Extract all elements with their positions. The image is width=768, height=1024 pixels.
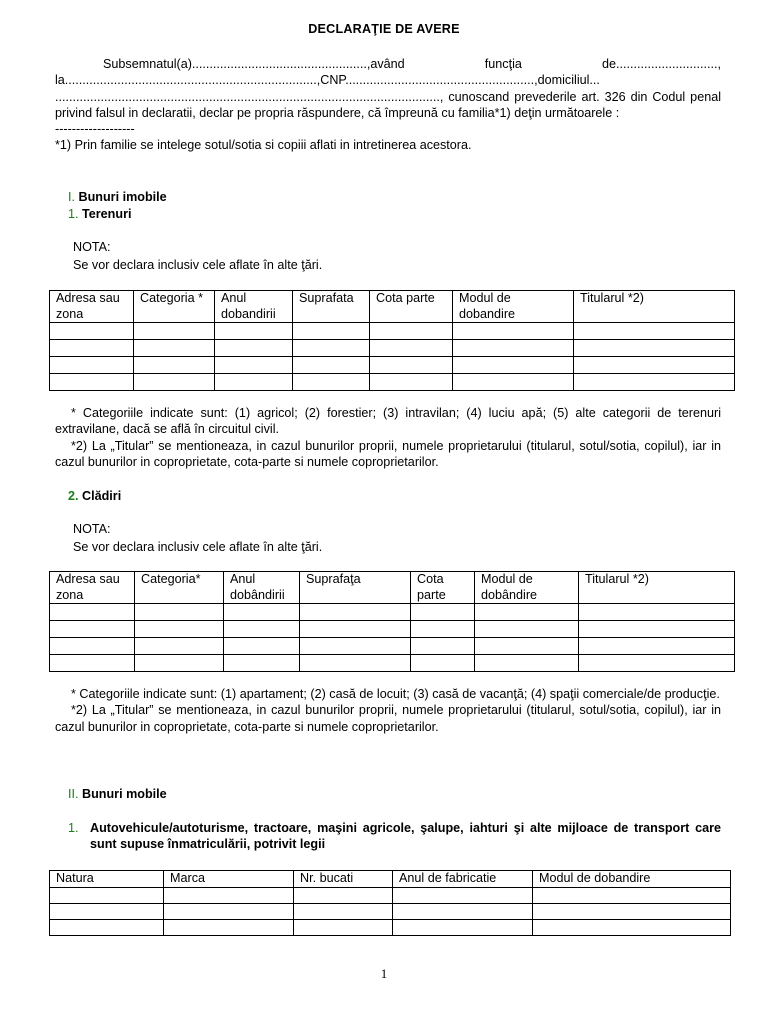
- table-header-cell: Marca: [164, 871, 294, 888]
- table-header-cell: Adresa sau zona: [50, 572, 135, 604]
- section1-title: Bunuri imobile: [78, 190, 167, 204]
- table-cell: [134, 357, 215, 374]
- table-cell: [300, 638, 411, 655]
- document-title: DECLARAŢIE DE AVERE: [308, 22, 460, 36]
- table-header-cell: Modul de dobândire: [475, 572, 579, 604]
- table-cell: [215, 357, 293, 374]
- table-cell: [50, 655, 135, 672]
- table-cell: [50, 621, 135, 638]
- table-cell: [475, 638, 579, 655]
- section1-sub2-title: Clădiri: [82, 489, 122, 503]
- table-cell: [533, 903, 731, 919]
- table-cell: [135, 621, 224, 638]
- table-row: [50, 374, 735, 391]
- table-header-cell: Suprafaţa: [300, 572, 411, 604]
- table-vehicule: [49, 870, 731, 936]
- intro-block: [55, 56, 721, 154]
- table-cell: [294, 919, 393, 935]
- table-header-row: [50, 291, 735, 323]
- table-cell: [50, 340, 134, 357]
- table-header-cell: Titularul *2): [574, 291, 735, 323]
- table-cell: [393, 903, 533, 919]
- table-cell: [579, 621, 735, 638]
- table-cell: [50, 357, 134, 374]
- nota2-text: Se vor declara inclusiv cele aflate în alte ţări.: [73, 540, 323, 554]
- table-cell: [533, 887, 731, 903]
- table-row: [50, 638, 735, 655]
- table-cell: [294, 887, 393, 903]
- section2-sub1-title: Autovehicule/autoturisme, tractoare, maşini agricole, şalupe, iahturi şi alte mijloace de transport care sunt supuse înmatriculării, potrivit legii: [90, 821, 721, 852]
- table-cell: [293, 340, 370, 357]
- table-cell: [50, 903, 164, 919]
- table-header-cell: Modul de dobandire: [533, 871, 731, 888]
- table-cell: [574, 340, 735, 357]
- table-cell: [475, 655, 579, 672]
- table-header-cell: Cota parte: [411, 572, 475, 604]
- section1-sub2-heading: [68, 488, 121, 504]
- table-row: [50, 887, 731, 903]
- table-row: [50, 357, 735, 374]
- table-cell: [393, 919, 533, 935]
- table-cell: [134, 340, 215, 357]
- table-cell: [135, 655, 224, 672]
- table-cell: [50, 604, 135, 621]
- table-cell: [224, 621, 300, 638]
- table-row: [50, 340, 735, 357]
- table-cell: [475, 621, 579, 638]
- table2-notes: [55, 686, 721, 735]
- intro-footnote: *1) Prin familie se intelege sotul/sotia si copiii aflati in intretinerea acestora.: [55, 138, 472, 153]
- table-row: [50, 903, 731, 919]
- table-cell: [300, 655, 411, 672]
- table-header-cell: Anul dobândirii: [224, 572, 300, 604]
- table-cell: [164, 903, 294, 919]
- table-cell: [453, 357, 574, 374]
- table-cell: [453, 323, 574, 340]
- table-cell: [453, 340, 574, 357]
- table-cell: [50, 919, 164, 935]
- intro-declaration: Subsemnatul(a)..................................................,având funcţia de............................., la........................................................................,CNP......................................................,domiciliul... .............................................................................................................., cunoscand prevederile art. 326 din Codul penal privind falsul in declaratii, declar pe propria răspundere, că împreună cu familia*1) deţin următoarele :: [55, 57, 721, 120]
- table-cell: [293, 323, 370, 340]
- table-cell: [574, 374, 735, 391]
- table-cladiri: [49, 571, 735, 672]
- table-header-cell: Cota parte: [370, 291, 453, 323]
- section1-sub1-num: 1.: [68, 207, 79, 221]
- table-cell: [50, 323, 134, 340]
- intro-separator: -------------------: [55, 122, 135, 137]
- nota1-label: NOTA:: [73, 240, 111, 254]
- table-cell: [574, 323, 735, 340]
- table-cell: [579, 655, 735, 672]
- table-header-cell: Modul de dobandire: [453, 291, 574, 323]
- table-cell: [393, 887, 533, 903]
- table-header-cell: Natura: [50, 871, 164, 888]
- table-header-cell: Suprafata: [293, 291, 370, 323]
- table2-note-categories: * Categoriile indicate sunt: (1) apartament; (2) casă de locuit; (3) casă de vacanţă; (4) spaţii comerciale/de producţie.: [71, 687, 720, 701]
- table-cell: [370, 340, 453, 357]
- table-cell: [135, 638, 224, 655]
- table1-note-categories: * Categoriile indicate sunt: (1) agricol; (2) forestier; (3) intravilan; (4) luciu apă; (5) alte categorii de terenuri extravilane, dacă se află în circuitul civil.: [55, 406, 721, 437]
- table-cell: [300, 604, 411, 621]
- table-cell: [533, 919, 731, 935]
- table-cell: [370, 374, 453, 391]
- table-cell: [224, 655, 300, 672]
- table-cell: [370, 323, 453, 340]
- section2-sub1-num: 1.: [68, 821, 79, 835]
- table-header-cell: Anul de fabricatie: [393, 871, 533, 888]
- table-cell: [134, 323, 215, 340]
- table-header-cell: Anul dobandirii: [215, 291, 293, 323]
- table-cell: [453, 374, 574, 391]
- table-terenuri: [49, 290, 735, 391]
- section2-sub1-heading: [68, 820, 721, 853]
- section2-roman: II.: [68, 787, 79, 801]
- table-cell: [135, 604, 224, 621]
- table-header-cell: Titularul *2): [579, 572, 735, 604]
- table-cell: [293, 357, 370, 374]
- table-header-cell: Categoria *: [134, 291, 215, 323]
- section1-sub1-heading: [68, 206, 131, 222]
- table-header-row: [50, 871, 731, 888]
- table-row: [50, 604, 735, 621]
- table-cell: [224, 604, 300, 621]
- table-cell: [134, 374, 215, 391]
- table-cell: [215, 340, 293, 357]
- table-cell: [293, 374, 370, 391]
- table-header-cell: Adresa sau zona: [50, 291, 134, 323]
- section1-roman: I.: [68, 190, 75, 204]
- table-row: [50, 919, 731, 935]
- table1-note-titular: *2) La „Titular” se mentioneaza, in cazul bunurilor proprii, numele proprietarului (titularul, sotul/sotia, copilul), iar in cazul bunurilor in coproprietate, cota-parte si numele coproprietarilor.: [55, 438, 721, 469]
- table-cell: [215, 374, 293, 391]
- page-number: 1: [380, 966, 388, 981]
- table-cell: [574, 357, 735, 374]
- table-row: [50, 655, 735, 672]
- table-cell: [164, 919, 294, 935]
- table-cell: [215, 323, 293, 340]
- table1-notes: [55, 405, 721, 470]
- table-cell: [294, 903, 393, 919]
- table-header-row: [50, 572, 735, 604]
- section1-sub1-title: Terenuri: [82, 207, 132, 221]
- table-cell: [411, 638, 475, 655]
- table-cell: [411, 655, 475, 672]
- nota2-label: NOTA:: [73, 522, 111, 536]
- table-header-cell: Nr. bucati: [294, 871, 393, 888]
- section1-sub2-num: 2.: [68, 489, 79, 503]
- section2-heading: [68, 786, 167, 802]
- table-header-cell: Categoria*: [135, 572, 224, 604]
- table-cell: [579, 638, 735, 655]
- table-cell: [164, 887, 294, 903]
- table-cell: [411, 604, 475, 621]
- table2-note-titular: *2) La „Titular” se mentioneaza, in cazul bunurilor proprii, numele proprietarului (titularul, sotul/sotia, copilul), iar in cazul bunurilor in coproprietate, cota-parte si numele coproprietarilor.: [55, 703, 721, 734]
- table-cell: [50, 638, 135, 655]
- table-cell: [370, 357, 453, 374]
- section2-title: Bunuri mobile: [82, 787, 167, 801]
- section1-heading: [68, 189, 167, 205]
- table-cell: [300, 621, 411, 638]
- nota1-text: Se vor declara inclusiv cele aflate în alte ţări.: [73, 258, 323, 272]
- table-cell: [411, 621, 475, 638]
- table-cell: [579, 604, 735, 621]
- table-cell: [50, 887, 164, 903]
- table-row: [50, 621, 735, 638]
- table-cell: [50, 374, 134, 391]
- table-row: [50, 323, 735, 340]
- table-cell: [475, 604, 579, 621]
- table-cell: [224, 638, 300, 655]
